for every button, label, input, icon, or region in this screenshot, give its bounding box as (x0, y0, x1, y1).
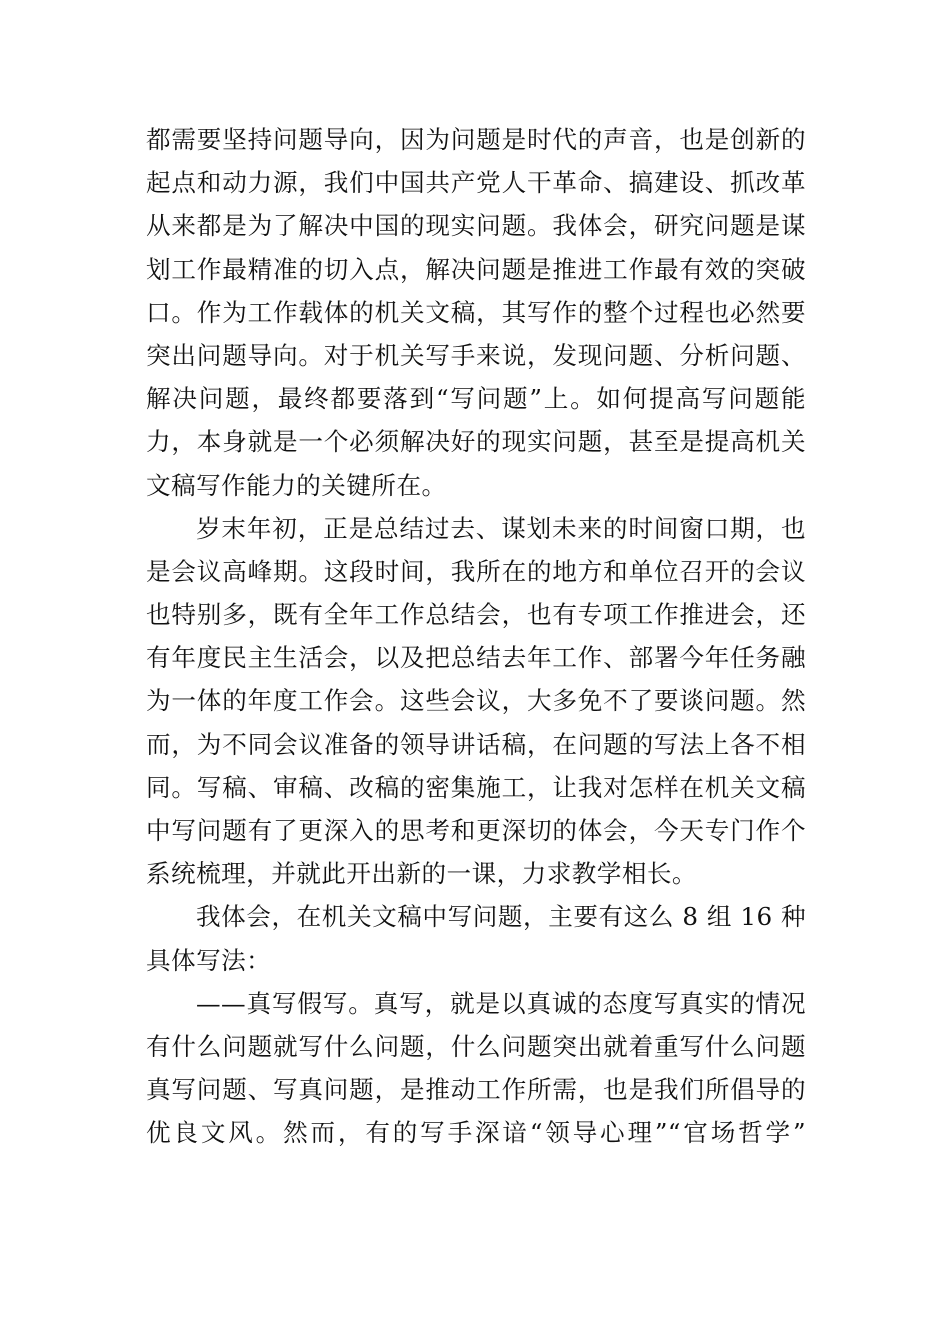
text-line: 优良文风。然而，有的写手深谙“领导心理”“官场哲学” (146, 1118, 806, 1148)
text-line: 口。作为工作载体的机关文稿，其写作的整个过程也必然要 (146, 297, 806, 327)
text-line: 有年度民主生活会，以及把总结去年工作、部署今年任务融 (146, 643, 806, 673)
text-line: 文稿写作能力的关键所在。 (146, 470, 447, 500)
text-line: 起点和动力源，我们中国共产党人干革命、搞建设、抓改革 (146, 168, 806, 198)
text-line: 真写问题、写真问题，是推动工作所需，也是我们所倡导的 (146, 1075, 806, 1105)
text-line: 岁末年初，正是总结过去、谋划未来的时间窗口期，也 (196, 513, 806, 543)
text-line: 突出问题导向。对于机关写手来说，发现问题、分析问题、 (146, 340, 806, 370)
text-line: 为一体的年度工作会。这些会议，大多免不了要谈问题。然 (146, 686, 806, 716)
text-line: 也特别多，既有全年工作总结会，也有专项工作推进会，还 (146, 600, 806, 630)
text-line: 我体会，在机关文稿中写问题，主要有这么 8 组 16 种 (196, 902, 806, 932)
text-line: 而，为不同会议准备的领导讲话稿，在问题的写法上各不相 (146, 729, 806, 759)
text-line: 是会议高峰期。这段时间，我所在的地方和单位召开的会议 (146, 556, 806, 586)
text-line: ——真写假写。真写，就是以真诚的态度写真实的情况 (196, 988, 806, 1018)
text-line: 有什么问题就写什么问题，什么问题突出就着重写什么问题 (146, 1031, 806, 1061)
text-line: 解决问题，最终都要落到“写问题”上。如何提高写问题能 (146, 384, 806, 414)
text-line: 中写问题有了更深入的思考和更深切的体会，今天专门作个 (146, 816, 806, 845)
body-text (146, 118, 806, 1155)
text-line: 系统梳理，并就此开出新的一课，力求教学相长。 (146, 859, 697, 889)
text-line: 同。写稿、审稿、改稿的密集施工，让我对怎样在机关文稿 (146, 772, 806, 802)
text-line: 具体写法： (146, 945, 272, 975)
text-line: 力，本身就是一个必须解决好的现实问题，甚至是提高机关 (146, 427, 806, 457)
text-line: 从来都是为了解决中国的现实问题。我体会，研究问题是谋 (146, 211, 806, 241)
text-line: 划工作最精准的切入点，解决问题是推进工作最有效的突破 (146, 254, 806, 284)
text-line: 都需要坚持问题导向，因为问题是时代的声音，也是创新的 (146, 125, 806, 154)
